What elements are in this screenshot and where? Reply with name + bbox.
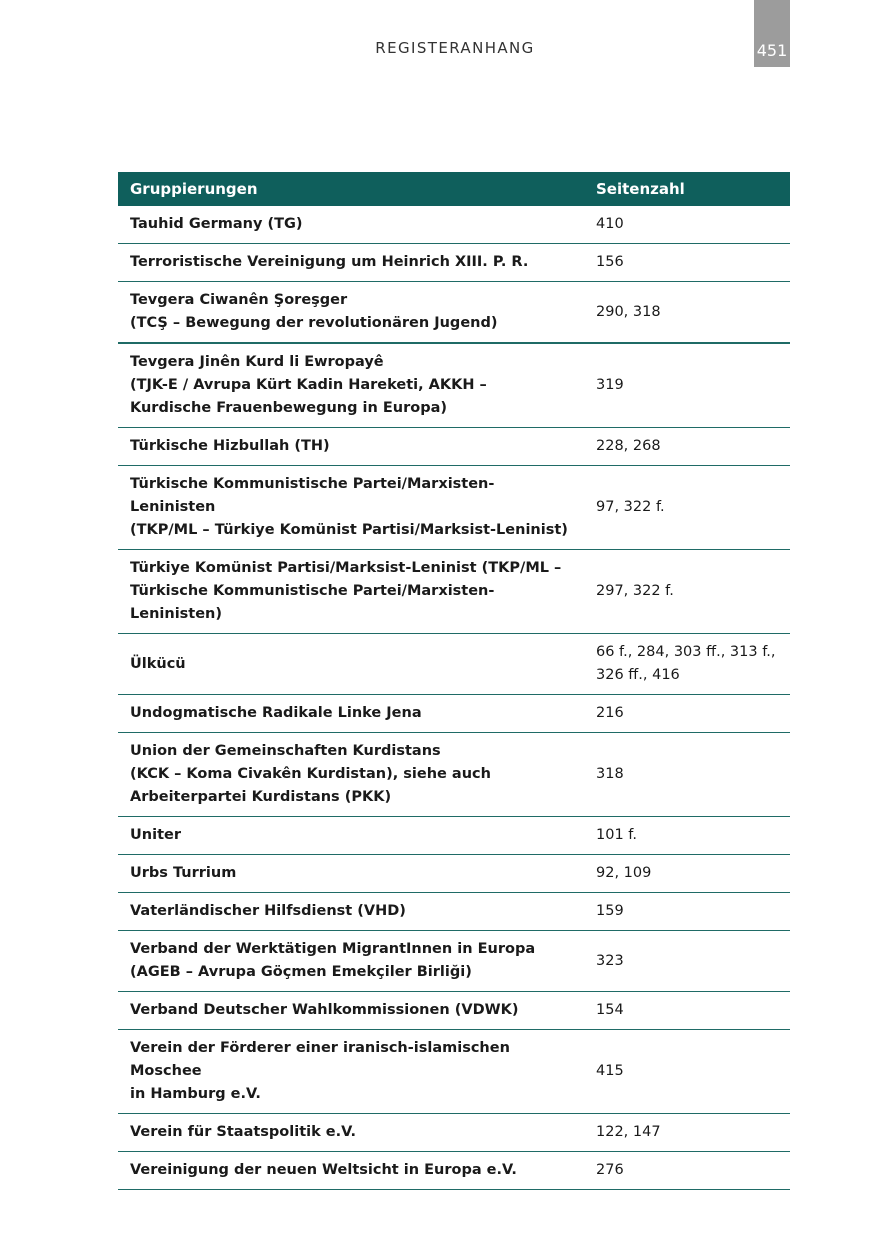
- column-header-seitenzahl: Seitenzahl: [584, 172, 790, 206]
- group-name: Terroristische Vereinigung um Heinrich XIII. P. R.: [118, 244, 584, 282]
- group-name: Uniter: [118, 817, 584, 855]
- page-references: 319: [584, 343, 790, 428]
- table-row: [118, 733, 790, 817]
- group-name: Tevgera Ciwanên Şoreşger (TCŞ – Bewegung der revolutionären Jugend): [118, 282, 584, 344]
- page-references: 323: [584, 931, 790, 992]
- register-body: [118, 206, 790, 1190]
- page-references: 101 f.: [584, 817, 790, 855]
- page-references: 159: [584, 893, 790, 931]
- register-table: [118, 172, 790, 1190]
- page-references: 92, 109: [584, 855, 790, 893]
- group-name: Tevgera Jinên Kurd li Ewropayê (TJK-E / Avrupa Kürt Kadin Hareketi, AKKH – Kurdische Frauenbewegung in Europa): [118, 343, 584, 428]
- table-row: [118, 1114, 790, 1152]
- group-name: Urbs Turrium: [118, 855, 584, 893]
- table-row: [118, 893, 790, 931]
- group-name: Union der Gemeinschaften Kurdistans (KCK – Koma Civakên Kurdistan), siehe auch Arbeiterpartei Kurdistans (PKK): [118, 733, 584, 817]
- page-references: 276: [584, 1152, 790, 1190]
- page-number-tab: [754, 0, 790, 67]
- table-row: [118, 817, 790, 855]
- group-name: Vaterländischer Hilfsdienst (VHD): [118, 893, 584, 931]
- table-row: [118, 550, 790, 634]
- table-header-row: [118, 172, 790, 206]
- page-references: 228, 268: [584, 428, 790, 466]
- table-row: [118, 244, 790, 282]
- table-row: [118, 428, 790, 466]
- running-header: REGISTERANHANG: [375, 39, 535, 57]
- table-row: [118, 634, 790, 695]
- page-references: 410: [584, 206, 790, 244]
- page-references: 122, 147: [584, 1114, 790, 1152]
- table-row: [118, 282, 790, 344]
- table-row: [118, 1030, 790, 1114]
- page-references: 318: [584, 733, 790, 817]
- page-references: 290, 318: [584, 282, 790, 344]
- group-name: Türkische Hizbullah (TH): [118, 428, 584, 466]
- group-name: Verein für Staatspolitik e.V.: [118, 1114, 584, 1152]
- table-row: [118, 466, 790, 550]
- group-name: Vereinigung der neuen Weltsicht in Europa e.V.: [118, 1152, 584, 1190]
- group-name: Undogmatische Radikale Linke Jena: [118, 695, 584, 733]
- table-row: [118, 695, 790, 733]
- page-references: 66 f., 284, 303 ff., 313 f., 326 ff., 416: [584, 634, 790, 695]
- page-references: 154: [584, 992, 790, 1030]
- group-name: Türkische Kommunistische Partei/Marxisten-Leninisten (TKP/ML – Türkiye Komünist Partisi/Marksist-Leninist): [118, 466, 584, 550]
- table-row: [118, 855, 790, 893]
- table-row: [118, 1152, 790, 1190]
- page-references: 216: [584, 695, 790, 733]
- column-header-gruppierungen: Gruppierungen: [118, 172, 584, 206]
- table-row: [118, 931, 790, 992]
- page-references: 97, 322 f.: [584, 466, 790, 550]
- group-name: Verein der Förderer einer iranisch-islamischen Moschee in Hamburg e.V.: [118, 1030, 584, 1114]
- page-number: 451: [756, 41, 788, 60]
- table-row: [118, 343, 790, 428]
- table-row: [118, 992, 790, 1030]
- table-row: [118, 206, 790, 244]
- group-name: Türkiye Komünist Partisi/Marksist-Leninist (TKP/ML – Türkische Kommunistische Partei/Marxisten-Leninisten): [118, 550, 584, 634]
- group-name: Tauhid Germany (TG): [118, 206, 584, 244]
- group-name: Verband Deutscher Wahlkommissionen (VDWK): [118, 992, 584, 1030]
- group-name: Verband der Werktätigen MigrantInnen in Europa (AGEB – Avrupa Göçmen Emekçiler Birliği): [118, 931, 584, 992]
- group-name: Ülkücü: [118, 634, 584, 695]
- page-references: 156: [584, 244, 790, 282]
- page-references: 297, 322 f.: [584, 550, 790, 634]
- page-references: 415: [584, 1030, 790, 1114]
